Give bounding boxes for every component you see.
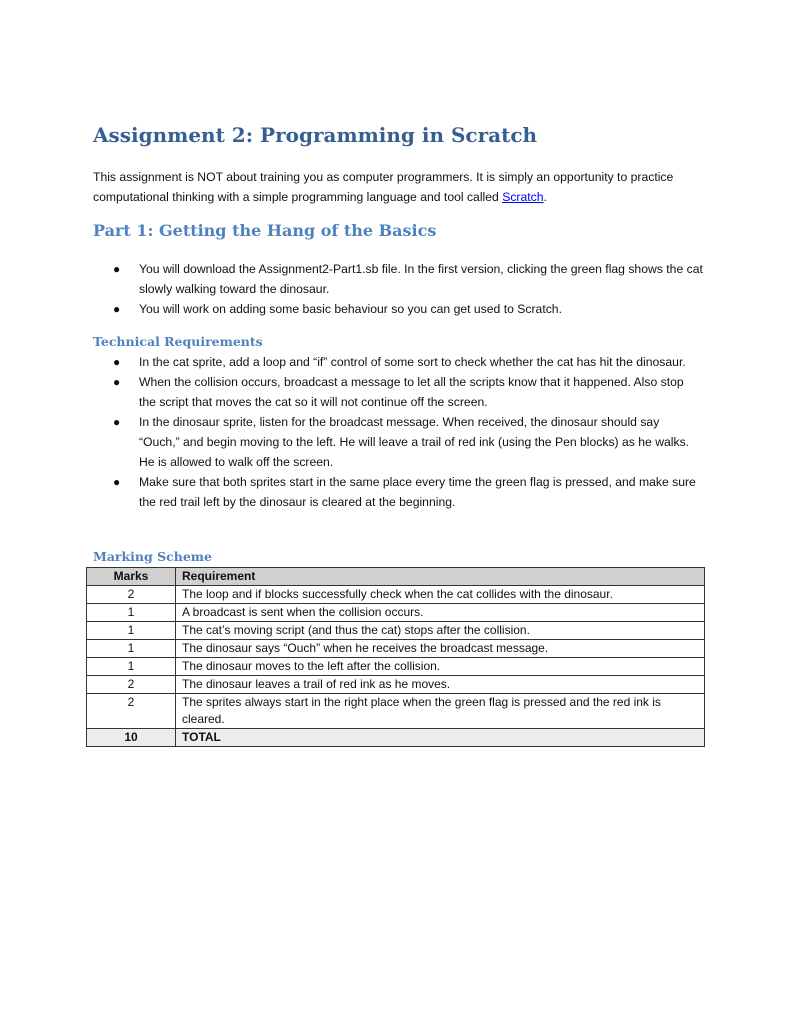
- list-item-text: When the collision occurs, broadcast a message to let all the scripts know that it happened. Also stop the script that moves the cat so it will not continue off the screen.: [139, 375, 684, 409]
- marks-cell: 2: [87, 676, 176, 694]
- marking-heading: Marking Scheme: [93, 549, 212, 564]
- technical-bullet-list: [93, 352, 703, 512]
- marks-cell: 2: [87, 694, 176, 729]
- requirement-cell: The dinosaur says “Ouch” when he receives the broadcast message.: [176, 640, 705, 658]
- table-row: [87, 658, 705, 676]
- list-item-text: You will download the Assignment2-Part1.sb file. In the first version, clicking the green flag shows the cat slowly walking toward the dinosaur.: [139, 262, 703, 296]
- intro-paragraph: [93, 167, 703, 207]
- list-item: [93, 372, 703, 412]
- bullet-icon: ●: [113, 475, 121, 489]
- bullet-icon: ●: [113, 375, 121, 389]
- table-row: [87, 640, 705, 658]
- marks-cell: 1: [87, 658, 176, 676]
- list-item: [93, 299, 703, 319]
- part1-heading: Part 1: Getting the Hang of the Basics: [93, 221, 437, 240]
- requirement-cell: The cat’s moving script (and thus the cat) stops after the collision.: [176, 622, 705, 640]
- marks-cell: 2: [87, 586, 176, 604]
- table-row: [87, 676, 705, 694]
- list-item-text: In the cat sprite, add a loop and “if” control of some sort to check whether the cat has hit the dinosaur.: [139, 355, 686, 369]
- bullet-icon: ●: [113, 415, 121, 429]
- total-row: [87, 729, 705, 747]
- table-row: [87, 622, 705, 640]
- table-row: [87, 604, 705, 622]
- table-header-row: [87, 568, 705, 586]
- list-item: [93, 352, 703, 372]
- marks-cell: 1: [87, 604, 176, 622]
- bullet-icon: ●: [113, 302, 121, 316]
- table-row: [87, 586, 705, 604]
- bullet-icon: ●: [113, 355, 121, 369]
- list-item: [93, 412, 703, 472]
- list-item: [93, 472, 703, 512]
- requirement-column-header: Requirement: [176, 568, 705, 586]
- table-row: [87, 694, 705, 729]
- requirement-cell: The loop and if blocks successfully check when the cat collides with the dinosaur.: [176, 586, 705, 604]
- requirement-cell: The dinosaur moves to the left after the collision.: [176, 658, 705, 676]
- marks-cell: 1: [87, 622, 176, 640]
- list-item-text: Make sure that both sprites start in the same place every time the green flag is pressed, and make sure the red trail left by the dinosaur is cleared at the beginning.: [139, 475, 696, 509]
- intro-text-end: .: [543, 190, 547, 204]
- marking-table: [86, 567, 705, 747]
- bullet-icon: ●: [113, 262, 121, 276]
- list-item: [93, 259, 703, 299]
- technical-heading: Technical Requirements: [93, 334, 263, 349]
- scratch-link[interactable]: Scratch: [502, 190, 544, 204]
- requirement-cell: The sprites always start in the right place when the green flag is pressed and the red ink is cleared.: [176, 694, 705, 729]
- page-title: Assignment 2: Programming in Scratch: [93, 123, 538, 147]
- marks-cell: 1: [87, 640, 176, 658]
- part1-bullet-list: [93, 259, 703, 319]
- list-item-text: You will work on adding some basic behaviour so you can get used to Scratch.: [139, 302, 562, 316]
- requirement-cell: The dinosaur leaves a trail of red ink as he moves.: [176, 676, 705, 694]
- intro-text: This assignment is NOT about training you as computer programmers. It is simply an opportunity to practice computational thinking with a simple programming language and tool called: [93, 170, 674, 204]
- total-marks-cell: 10: [87, 729, 176, 747]
- marks-column-header: Marks: [87, 568, 176, 586]
- total-label-cell: TOTAL: [176, 729, 705, 747]
- list-item-text: In the dinosaur sprite, listen for the broadcast message. When received, the dinosaur should say “Ouch,” and begin moving to the left. He will leave a trail of red ink (using the Pen blocks) as he walks. He is allowed to walk off the screen.: [139, 415, 690, 469]
- requirement-cell: A broadcast is sent when the collision occurs.: [176, 604, 705, 622]
